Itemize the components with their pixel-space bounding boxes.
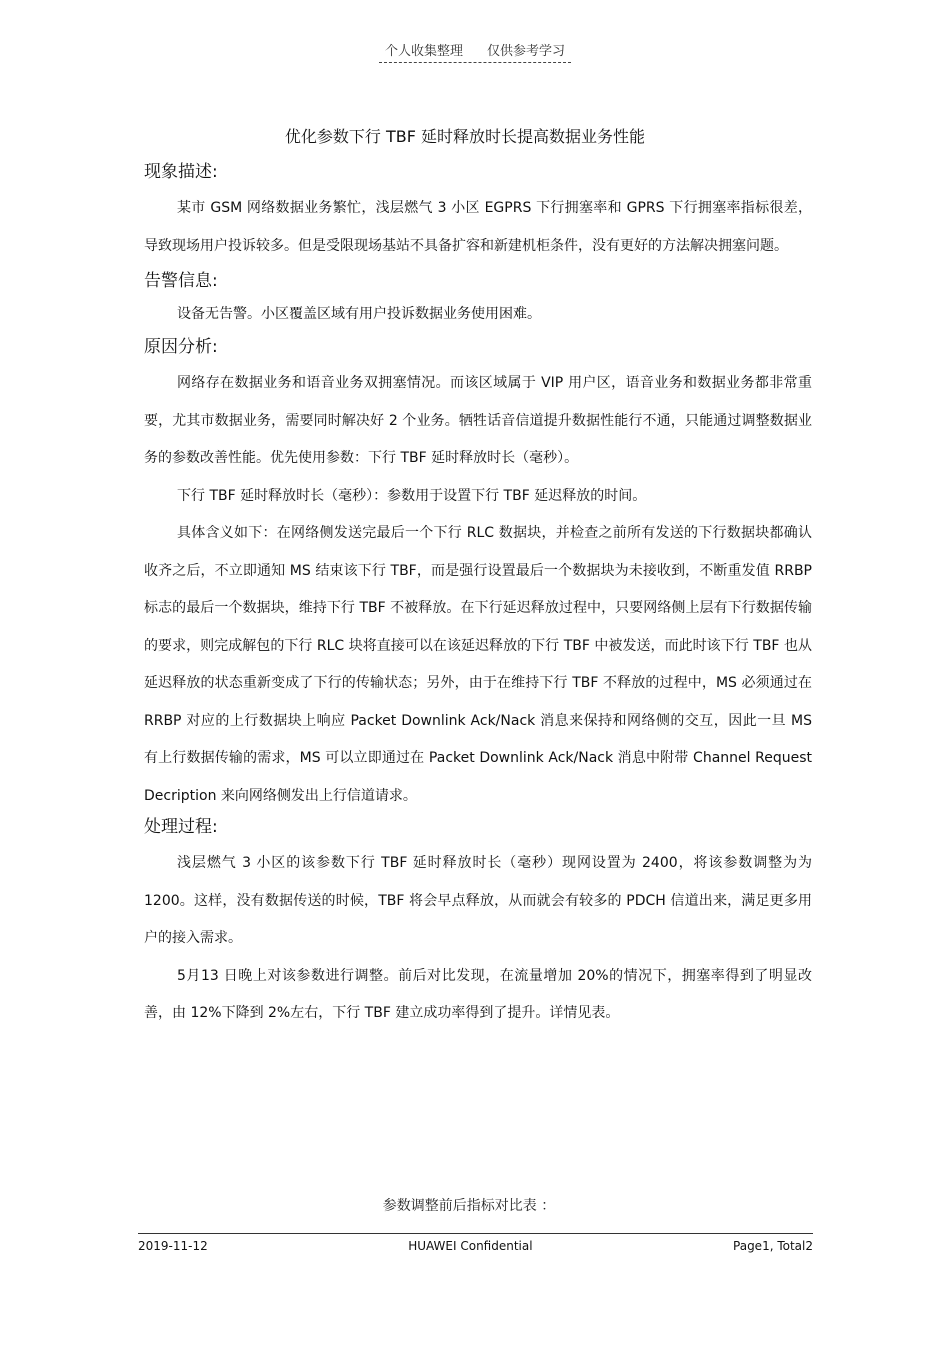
paragraph: 下行 TBF 延时释放时长（毫秒）：参数用于设置下行 TBF 延迟释放的时间。 bbox=[177, 487, 647, 504]
paragraph: 5月13 日晚上对该参数进行调整。前后对比发现，在流量增加 20%的情况下，拥塞率得到了明显改善，由 12%下降到 2%左右，下行 TBF 建立成功率得到了提升。详情见表。 bbox=[144, 967, 812, 1021]
paragraph: 网络存在数据业务和语音业务双拥塞情况。而该区域属于 VIP 用户区，语音业务和数据业务都非常重要，尤其市数据业务，需要同时解决好 2 个业务。牺牲话音信道提升数据性能行不通，只能通过调整数据业务的参数改善性能。优先使用参数：下行 TBF 延时释放时长（毫秒）。 bbox=[144, 375, 812, 466]
footer-date: 2019-11-12 bbox=[138, 1239, 208, 1253]
section-heading: 处理过程: bbox=[144, 817, 218, 837]
header-left-text: 个人收集整理 bbox=[384, 44, 463, 59]
section-process bbox=[144, 815, 812, 1033]
header-right-text: 仅供参考学习 bbox=[487, 44, 566, 59]
document-title: 优化参数下行 TBF 延时释放时长提高数据业务性能 bbox=[284, 127, 646, 146]
paragraph: 浅层燃气 3 小区的该参数下行 TBF 延时释放时长（毫秒）现网设置为 2400，将该参数调整为为 1200。这样，没有数据传送的时候，TBF 将会早点释放，从而就会有较多的 PDCH 信道出来，满足更多用户的接入需求。 bbox=[144, 855, 812, 946]
paragraph: 设备无告警。小区覆盖区域有用户投诉数据业务使用困难。 bbox=[177, 306, 541, 322]
paragraph: 某市 GSM 网络数据业务繁忙，浅层燃气 3 小区 EGPRS 下行拥塞率和 GPRS 下行拥塞率指标很差，导致现场用户投诉较多。但是受限现场基站不具备扩容和新建机柜条件，没有更好的方法解决拥塞问题。 bbox=[144, 200, 812, 254]
section-alarm bbox=[144, 269, 812, 329]
section-phenomenon bbox=[144, 160, 812, 265]
table-caption: 参数调整前后指标对比表 ： bbox=[382, 1198, 556, 1214]
paragraph: 具体含义如下：在网络侧发送完最后一个下行 RLC 数据块，并检查之前所有发送的下行数据块都确认收齐之后，不立即通知 MS 结束该下行 TBF，而是强行设置最后一个数据块为未接收到，不断重发值 RRBP 标志的最后一个数据块，维持下行 TBF 不被释放。在下行延迟释放过程中，只要网络侧上层有下行数据传输的要求，则完成解包的下行 RLC 块将直接可以在该延迟释放的下行 TBF 中被发送，而此时该下行 TBF 也从延迟释放的状态重新变成了下行的传输状态；另外，由于在维持下行 TBF 不释放的过程中，MS 必须通过在 RRBP 对应的上行数据块上响应 Packet Downlink Ack/Nack 消息来保持和网络侧的交互，因此一旦 MS 有上行数据传输的需求，MS 可以立即通过在 Packet Downlink Ack/Nack 消息中附带 Channel Request Decription 来向网络侧发出上行信道请求。 bbox=[144, 525, 812, 804]
page-header bbox=[0, 40, 950, 63]
section-cause bbox=[144, 335, 812, 815]
page-footer bbox=[138, 1233, 813, 1253]
section-heading: 原因分析: bbox=[144, 337, 218, 357]
document-body bbox=[144, 160, 812, 1033]
footer-confidential: HUAWEI Confidential bbox=[408, 1239, 533, 1253]
section-heading: 现象描述: bbox=[144, 162, 218, 182]
section-heading: 告警信息: bbox=[144, 271, 218, 291]
footer-page-number: Page1, Total2 bbox=[733, 1239, 813, 1253]
